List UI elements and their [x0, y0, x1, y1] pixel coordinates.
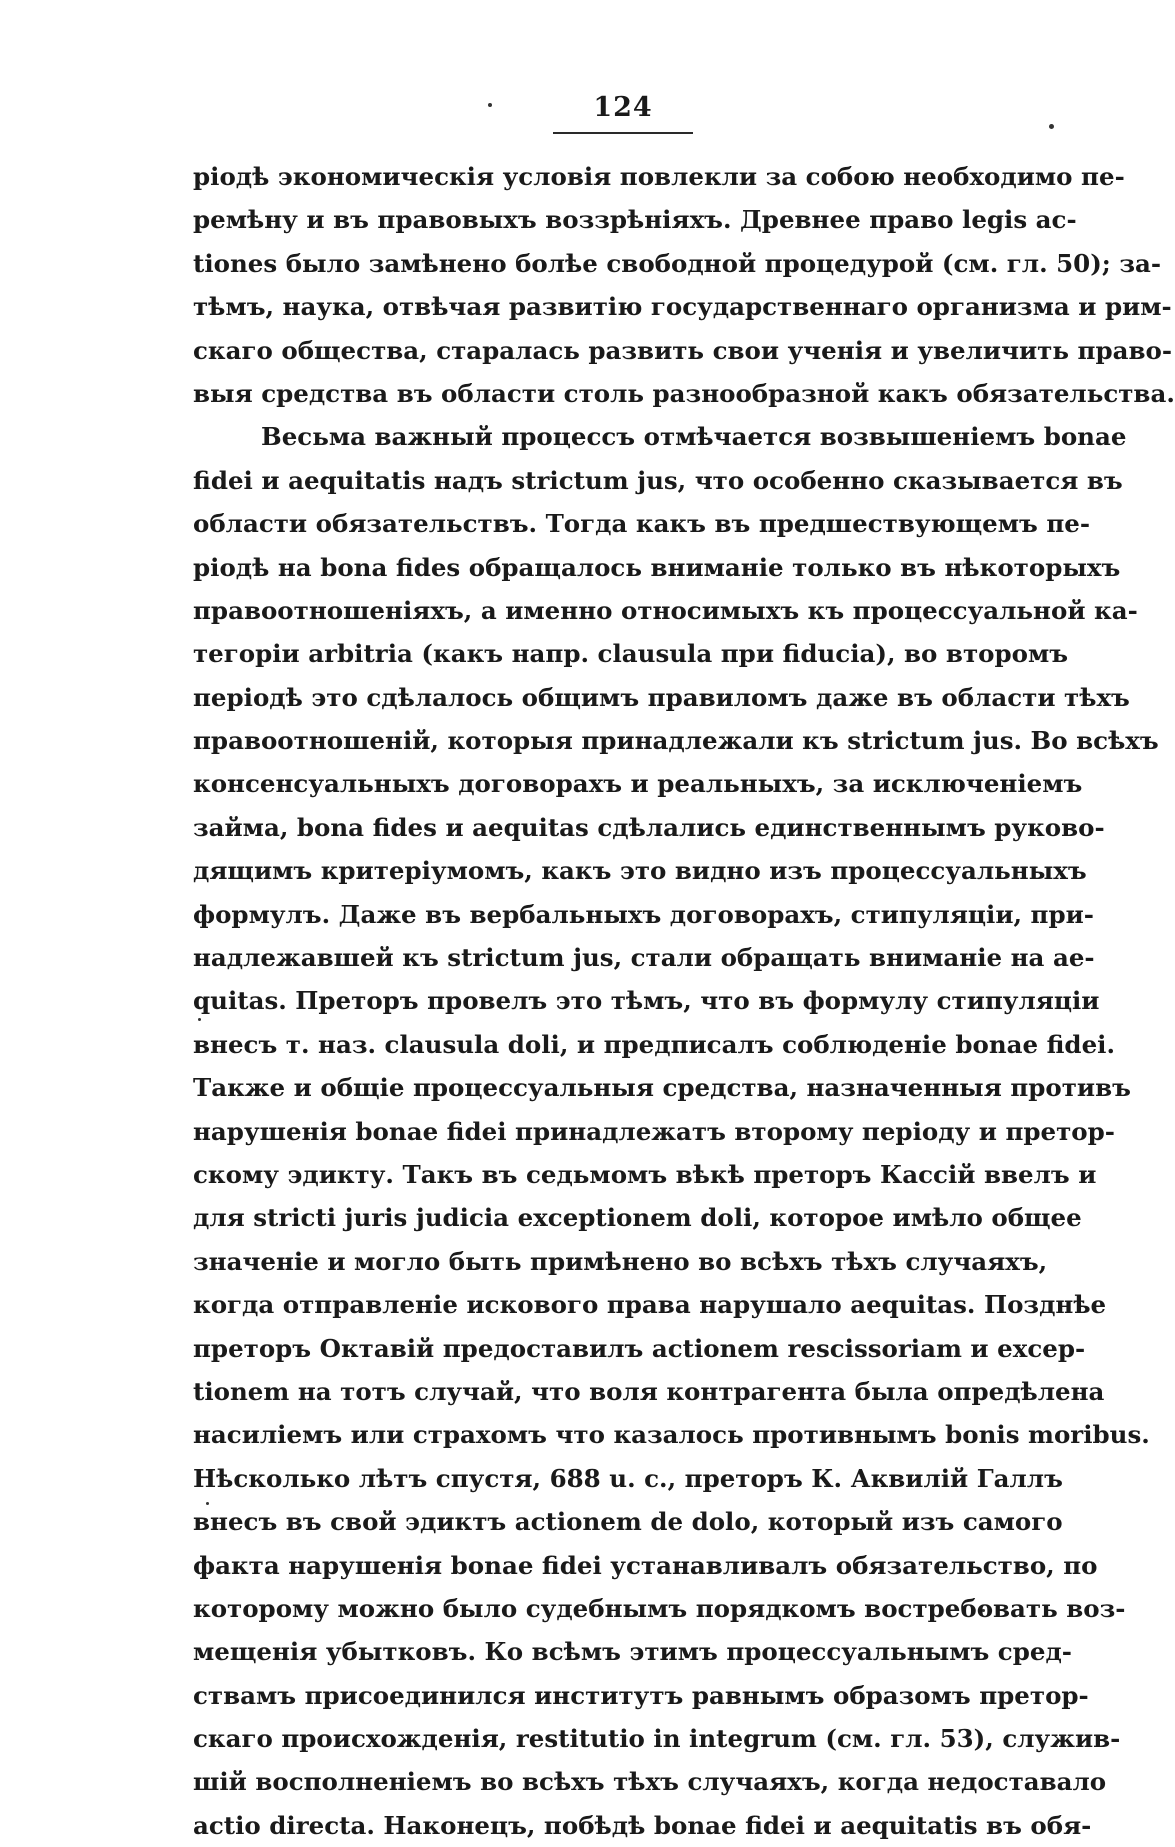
text-line: внесъ т. наз. clausula doli, и предписалъ соблюденіе bonae fidei.: [193, 1029, 1115, 1059]
text-line: выя средства въ области столь разнообразной какъ обязательства.: [193, 378, 1175, 408]
text-line: которому можно было судебнымъ порядкомъ востребовать воз-: [193, 1593, 1126, 1623]
text-line: дящимъ критеріумомъ, какъ это видно изъ процессуальныхъ: [193, 856, 1087, 886]
text-line: насиліемъ или страхомъ что казалось противнымъ bonis moribus.: [193, 1420, 1150, 1450]
text-line: правоотношеній, которыя принадлежали къ strictum jus. Во всѣхъ: [193, 726, 1159, 756]
ink-speck: [1049, 124, 1054, 129]
text-line: мещенія убытковъ. Ко всѣмъ этимъ процессуальнымъ сред-: [193, 1637, 1072, 1667]
text-line: тегоріи arbitria (какъ напр. clausula при fiducia), во второмъ: [193, 639, 1069, 669]
text-line: правоотношеніяхъ, а именно относимыхъ къ процессуальной ка-: [193, 595, 1138, 625]
text-line: внесъ въ свой эдиктъ actionem de dolo, который изъ самого: [193, 1507, 1063, 1537]
page-number-rule: [553, 132, 693, 134]
text-line: факта нарушенія bonae fidei устанавливалъ обязательство, по: [193, 1550, 1098, 1580]
text-line: значеніе и могло быть примѣнено во всѣхъ тѣхъ случаяхъ,: [193, 1246, 1048, 1276]
text-line: ствамъ присоединился институтъ равнымъ образомъ претор-: [193, 1680, 1089, 1710]
text-line: области обязательствъ. Тогда какъ въ предшествующемъ пе-: [193, 509, 1091, 539]
text-line: скому эдикту. Такъ въ седьмомъ вѣкѣ преторъ Кассій ввелъ и: [193, 1159, 1097, 1189]
text-line: консенсуальныхъ договорахъ и реальныхъ, за исключеніемъ: [193, 769, 1083, 799]
text-line: тѣмъ, наука, отвѣчая развитію государственнаго организма и рим-: [193, 292, 1172, 322]
text-line: ріодѣ экономическія условія повлекли за собою необходимо пе-: [193, 162, 1125, 191]
text-line: нарушенія bonae fidei принадлежатъ второму періоду и претор-: [193, 1116, 1115, 1146]
text-line: періодѣ это сдѣлалось общимъ правиломъ даже въ области тѣхъ: [193, 682, 1130, 712]
page-number: 124: [593, 92, 653, 123]
text-line: надлежавшей къ strictum jus, стали обращать вниманіе на ae-: [193, 943, 1095, 973]
body-text: [193, 155, 1175, 1847]
text-line: ріодѣ на bona fides обращалось вниманіе только въ нѣкоторыхъ: [193, 552, 1121, 582]
text-line: для stricti juris judicia exceptionem doli, которое имѣло общее: [193, 1203, 1082, 1233]
text-line: tiones было замѣнено болѣе свободной процедурой (см. гл. 50); за-: [193, 248, 1162, 278]
text-line: скаго происхожденія, restitutio in integrum (см. гл. 53), служив-: [193, 1724, 1121, 1754]
text-line: ремѣну и въ правовыхъ воззрѣніяхъ. Древнее право legis ac-: [193, 205, 1077, 235]
text-line: fidei и aequitatis надъ strictum jus, что особенно сказывается въ: [193, 465, 1123, 495]
text-line: Нѣсколько лѣтъ спустя, 688 u. c., преторъ К. Аквилій Галлъ: [193, 1463, 1063, 1493]
text-line: преторъ Октавій предоставилъ actionem rescissoriam и excep-: [193, 1333, 1086, 1363]
ink-speck: [488, 103, 492, 107]
text-line: формулъ. Даже въ вербальныхъ договорахъ, стипуляціи, при-: [193, 899, 1094, 929]
text-line: займа, bona fides и aequitas сдѣлались единственнымъ руково-: [193, 812, 1105, 842]
text-line: когда отправленіе искового права нарушало aequitas. Позднѣе: [193, 1290, 1107, 1320]
text-line: шій восполненіемъ во всѣхъ тѣхъ случаяхъ, когда недоставало: [193, 1767, 1107, 1797]
text-line: tionem на тотъ случай, что воля контрагента была опредѣлена: [193, 1376, 1105, 1406]
text-line-paragraph-start: Весьма важный процессъ отмѣчается возвышеніемъ bonae: [261, 422, 1127, 452]
text-line: скаго общества, старалась развить свои ученія и увеличить право-: [193, 335, 1172, 365]
text-line: Также и общіе процессуальныя средства, назначенныя противъ: [193, 1073, 1131, 1103]
text-line: quitas. Преторъ провелъ это тѣмъ, что въ формулу стипуляціи: [193, 986, 1100, 1016]
text-line: actio directa. Наконецъ, побѣдѣ bonae fidei и aequitatis въ обя-: [193, 1810, 1092, 1840]
